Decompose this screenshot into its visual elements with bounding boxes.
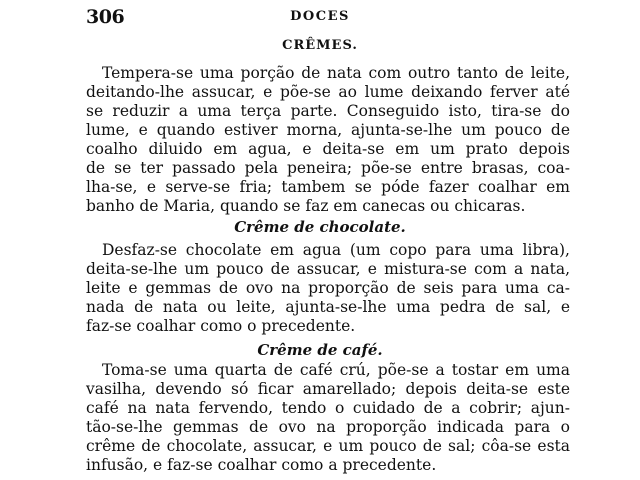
text-line: deita-se-lhe um pouco de assucar, e mistura-se com a nata, [86, 260, 570, 278]
section-title: CRÊMES. [282, 38, 358, 53]
text-line: se reduzir a uma terça parte. Conseguido isto, tira-se do [86, 102, 570, 120]
text-line: Desfaz-se chocolate em agua (um copo para uma libra), [102, 241, 570, 259]
text-line: Tempera-se uma porção de nata com outro tanto de leite, [102, 64, 570, 82]
recipe-chocolate-paragraph [86, 241, 570, 336]
recipe-title-cafe: Crême de café. [257, 341, 383, 359]
text-line: nada de nata ou leite, ajunta-se-lhe uma pedra de sal, e [86, 298, 570, 316]
text-line: banho de Maria, quando se faz em canecas ou chicaras. [86, 197, 526, 215]
running-head: DOCES [290, 9, 350, 24]
text-line: de se ter passado pela peneira; põe-se entre brasas, coa- [86, 159, 570, 177]
text-line: faz-se coalhar como o precedente. [86, 317, 356, 335]
text-line: Toma-se uma quarta de café crú, põe-se a tostar em uma [102, 361, 570, 379]
recipe-cafe-paragraph [86, 361, 570, 475]
text-line: lume, e quando estiver morna, ajunta-se-lhe um pouco de [86, 121, 570, 139]
text-line: tão-se-lhe gemmas de ovo na proporção indicada para o [86, 418, 570, 436]
text-line: deitando-lhe assucar, e põe-se ao lume deixando ferver até [86, 83, 570, 101]
recipe-cremes-paragraph [86, 64, 570, 216]
text-line: infusão, e faz-se coalhar como a precedente. [86, 456, 437, 474]
text-line: coalho diluido em agua, e deita-se em um prato depois [86, 140, 570, 158]
page-header [0, 6, 640, 28]
text-line: leite e gemmas de ovo na proporção de seis para uma ca- [86, 279, 570, 297]
text-line: café na nata fervendo, tendo o cuidado de a cobrir; ajun- [86, 399, 570, 417]
text-line: lha-se, e serve-se fria; tambem se póde fazer coalhar em [86, 178, 570, 196]
text-line: vasilha, devendo só ficar amarellado; depois deita-se este [86, 380, 570, 398]
recipe-title-chocolate: Crême de chocolate. [234, 218, 406, 236]
page-number: 306 [86, 6, 125, 28]
text-line: crême de chocolate, assucar, e um pouco de sal; côa-se esta [86, 437, 570, 455]
